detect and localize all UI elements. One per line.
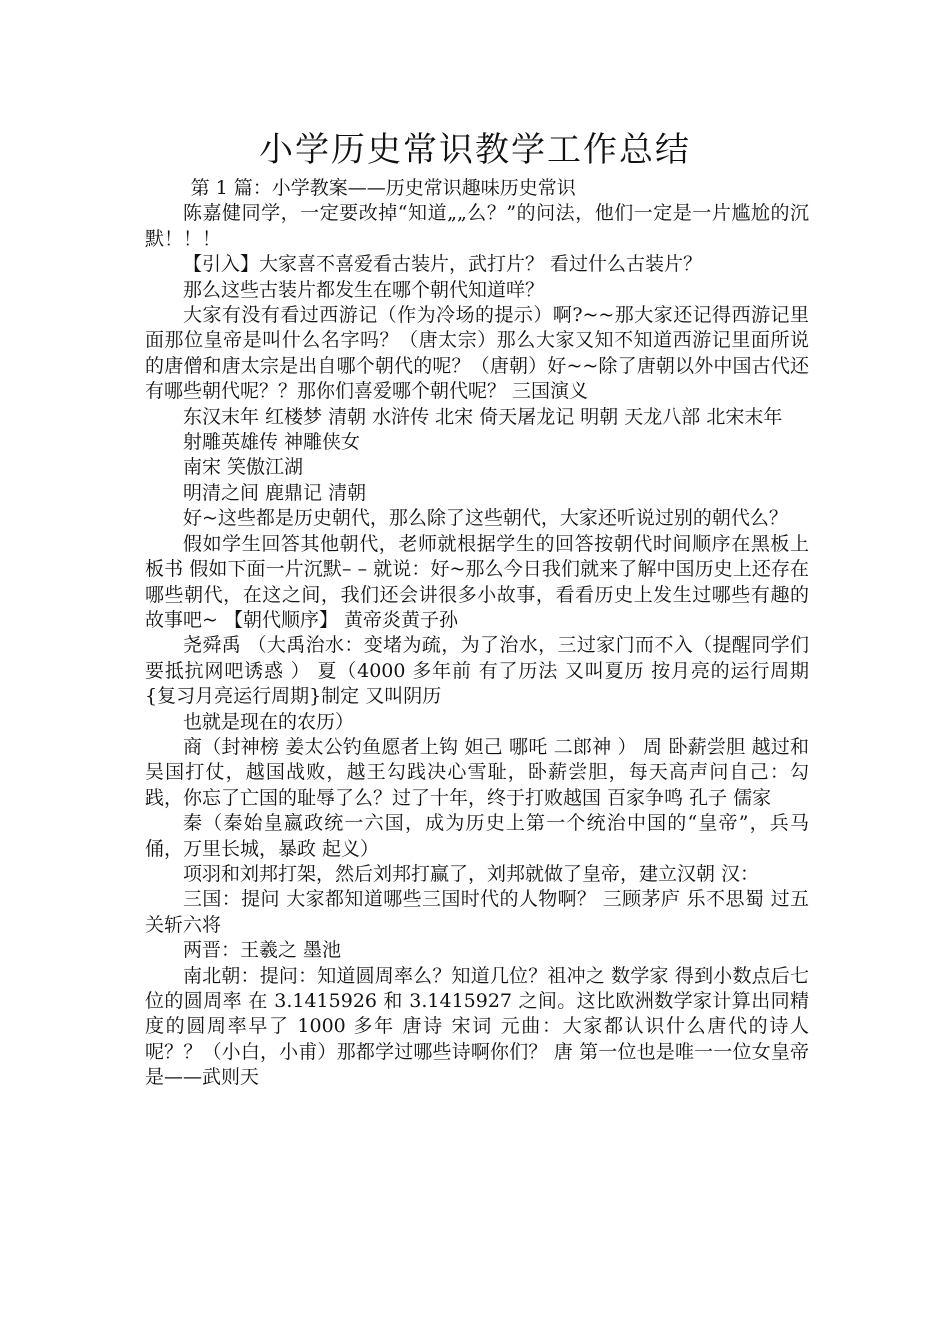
paragraph: 大家有没有看过西游记（作为冷场的提示）啊?~~那大家还记得西游记里面那位皇帝是叫什么名字吗？（唐太宗）那么大家又知不知道西游记里面所说的唐僧和唐太宗是出自哪个朝代的呢？（唐朝）好~~除了唐朝以外中国古代还有哪些朝代呢？？那你们喜爱哪个朝代呢？ 三国演义 xyxy=(145,304,809,403)
paragraph: 假如学生回答其他朝代，老师就根据学生的回答按朝代时间顺序在黑板上板书 假如下面一片沉默– – 就说：好~那么今日我们就来了解中国历史上还存在哪些朝代，在这之间，我们还会讲很多小故事，看看历史上发生过哪些有趣的故事吧~ 【朝代顺序】 黄帝炎黄子孙 xyxy=(145,532,809,631)
paragraph: 三国：提问 大家都知道哪些三国时代的人物啊？ 三顾茅庐 乐不思蜀 过五关斩六将 xyxy=(145,888,809,936)
paragraph: 南北朝：提问：知道圆周率么？知道几位？祖冲之 数学家 得到小数点后七位的圆周率 在 3.1415926 和 3.1415927 之间。这比欧洲数学家计算出同精度的圆周率早了 1000 多年 唐诗 宋词 元曲：大家都认识什么唐代的诗人呢？？（小白，小甫）那都学过哪些诗啊你们？ 唐 第一位也是唯一一位女皇帝是——武则天 xyxy=(145,964,809,1089)
paragraph: 秦（秦始皇嬴政统一六国，成为历史上第一个统治中国的“皇帝”，兵马俑，万里长城，暴政 起义） xyxy=(145,812,809,860)
paragraph: 明清之间 鹿鼎记 清朝 xyxy=(183,481,367,504)
paragraph: 也就是现在的农历） xyxy=(183,710,355,733)
paragraph: 好~这些都是历史朝代，那么除了这些朝代，大家还听说过别的朝代么？ xyxy=(183,507,788,530)
paragraph: 第 1 篇：小学教案——历史常识趣味历史常识 xyxy=(190,177,576,199)
paragraph: 【引入】大家喜不喜爱看古装片，武打片？ 看过什么古装片？ xyxy=(183,253,703,276)
paragraph: 东汉末年 红楼梦 清朝 水浒传 北宋 倚天屠龙记 明朝 天龙八部 北宋末年 xyxy=(183,405,783,428)
paragraph: 陈嘉健同学，一定要改掉“知道„„么？”的问法，他们一定是一片尴尬的沉默！！！ xyxy=(145,202,809,250)
document-title: 小学历史常识教学工作总结 xyxy=(259,130,691,170)
paragraph: 南宋 笑傲江湖 xyxy=(183,456,304,479)
paragraph: 那么这些古装片都发生在哪个朝代知道咩？ xyxy=(183,278,545,301)
paragraph: 项羽和刘邦打架，然后刘邦打赢了，刘邦就做了皇帝，建立汉朝 汉： xyxy=(183,862,760,885)
paragraph: 尧舜禹 （大禹治水：变堵为疏，为了治水，三过家门而不入（提醒同学们要抵抗网吧诱惑 ） 夏（4000 多年前 有了历法 又叫夏历 按月亮的运行周期{复习月亮运行周期}制定 又叫阴历 xyxy=(145,634,809,708)
paragraph: 两晋：王羲之 墨池 xyxy=(183,939,342,962)
paragraph: 射雕英雄传 神雕侠女 xyxy=(183,431,361,454)
document-body xyxy=(145,176,809,1091)
paragraph: 商（封神榜 姜太公钓鱼愿者上钩 妲己 哪吒 二郎神 ） 周 卧薪尝胆 越过和吴国打仗，越国战败，越王勾践决心雪耻，卧薪尝胆，每天高声问自己：勾践，你忘了亡国的耻辱了么？过了十年，终于打败越国 百家争鸣 孔子 儒家 xyxy=(145,735,809,809)
